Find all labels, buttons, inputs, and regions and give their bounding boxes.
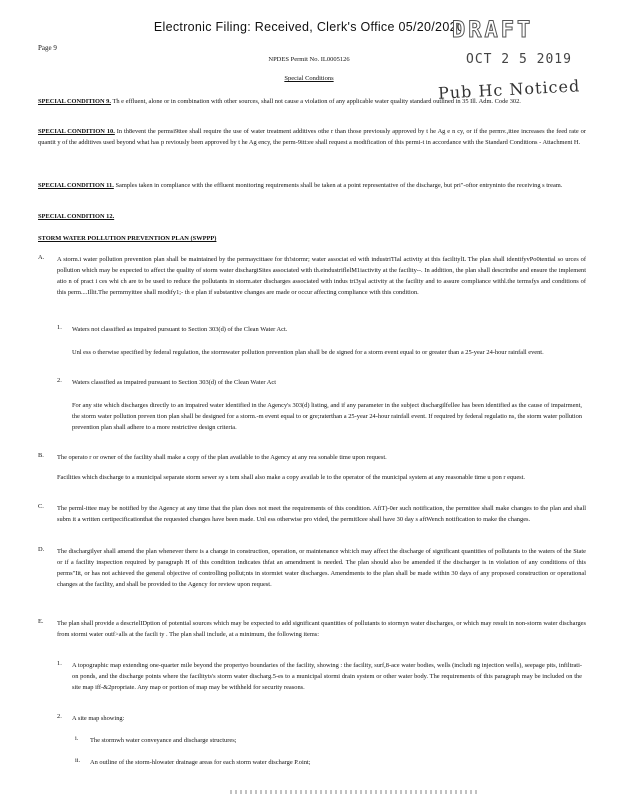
paragraph-e1: A topographic map extending one-quarter mile beyond the propertyo boundaries of the facility, showing : the facility, surf,8-ace water bodies, wells (includi ng injection wells), seepage pits, infiltrati-on ponds, and the discharge points where the facilityts's storm water discharg.5-es to a municipal stormi drain system or other water body. The requirements of this paragraph may be included on the site map iff-&2propriate. Any map or portion of map may be withheld for security reasons. [72, 662, 582, 691]
swppp-heading: STORM WATER POLLUTION PREVENTION PLAN (SWPPP) [38, 235, 217, 242]
paragraph-a: A storm.i water pollution prevention plan shall be maintained by the permaycittaee for th!stormr; water associat ed with industriTIal activity at this facilitylL The plan shall identifyvPo0tential so urces of pollution which may be expected to affect the quality of storm water dischargiSites associated with th.eindustriflelM1iactivity at the facility--. In addition, the plan shall descrinibe and ensure the implement atio n of pract i ces whi ch are to be used to reduce the pollutants in storm.ater discharges associated with indus tri3yal activity at the facility and to assure compliance withl.the termsfys and conditions of this perm....Illit.The permrnyittee shall modify1;- th e plan if substantive changes are made or occur affecting compliance with this condition. [57, 256, 586, 296]
item-marker: C. [38, 503, 44, 510]
item-marker: 1. [57, 324, 62, 331]
item-marker: A. [38, 254, 45, 261]
condition-label: SPECIAL CONDITION 11. [38, 182, 114, 189]
condition-text: Samples taken in compliance with the effluent monitoring requirements shall be taken at a point representative of the discharge, but pri"-oftor entryninto the receiving s tream. [115, 182, 563, 189]
draft-stamp: DRAFT [452, 18, 534, 43]
special-condition-11 [38, 180, 586, 191]
condition-text: In th8event the permsi9ttee shall require the use of water treatment additives othe r than those previously approved by t he Ag e n cy, or if the permv.,ittee increases the feed rate or quantit y of the additives used beyond what has p reviously been approved by t he Ag ency, the perm-9itt:ee shall request a modification of this permi-t in accordance with the Standard Conditions - Attachment H. [38, 128, 586, 146]
paragraph-e2-i: The stormwh water conveyance and discharge structures; [90, 737, 237, 744]
item-marker: ii. [75, 757, 81, 764]
paragraph-a1: Waters not classified as impaired pursuant to Section 303(d) of the Clean Water Act. [72, 326, 288, 333]
condition-label: SPECIAL CONDITION 12. [38, 213, 115, 220]
paragraph-b: The operato r or owner of the facility shall make a copy of the plan available to the Agency at any rea sonable time upon request. [57, 454, 387, 461]
item-marker: E. [38, 618, 44, 625]
item-marker: i. [75, 735, 79, 742]
special-condition-9 [38, 96, 586, 107]
paragraph-c: The perml-ittee may be notified by the Agency at any time that the plan does not meet the requirements of this condition. AfiT)-0er such notification, the permittee shall make changes to the plan and shall subm it a written certipecificationthat the requested changes have been made. Unl ess otherwise pro vided, the permitIcee shall have 30 day s aftWench notification to make the changes. [57, 505, 586, 523]
paragraph-a1-detail: Unl ess o therwise specified by federal regulation, the stormwater pollution prevention plan shall be de signed for a storm event equal to or greater than a 25-year 24-hour rainfall event. [72, 349, 544, 356]
paragraph-b-detail: Facilities which discharge to a municipal separate storm sewer sy s tem shall also make a copy availab le to the operator of the municipal system at any reasonable time u pon r equest. [57, 474, 526, 481]
special-condition-12 [38, 211, 586, 222]
section-heading: Special Conditions [284, 75, 334, 82]
swppp-title [38, 233, 586, 244]
condition-text: Th e effluent, alone or in combination with other sources, shall not cause a violation of any applicable water quality standard outlined in 35 Ill. Adm. Code 302. [112, 98, 521, 105]
item-marker: B. [38, 452, 44, 459]
special-condition-10 [38, 126, 586, 148]
date-stamp: OCT 2 5 2019 [466, 52, 572, 67]
public-notice-stamp: Pub Hc Noticed [437, 76, 581, 103]
efiling-header: Electronic Filing: Received, Clerk's Office 05/20/2020 [153, 20, 465, 34]
condition-label: SPECIAL CONDITION 9. [38, 98, 111, 105]
condition-label: SPECIAL CONDITION 10. [38, 128, 115, 135]
paragraph-a2-detail: For any site which discharges directly to an impaired water identified in the Agency's 303(d) listing, and if any parameter in the subject dischargilfellee has been identified as the cause of impairment, the storm water pollution preven tion plan shall be designed for a storm.-m event equal to or gre;raterthan a 25-year 24-hour rainfall event. If required by federal regulatio ns, the storm water pollution prevention plan shall adhere to a more restrictive design criteria. [72, 402, 582, 431]
item-marker: 1. [57, 660, 62, 667]
permit-number: NPDES Permit No. IL0005126 [268, 56, 350, 63]
page-number: Page 9 [38, 44, 57, 52]
item-marker: 2. [57, 377, 62, 384]
item-marker: D. [38, 546, 45, 553]
paragraph-a2: Waters classified as impaired pursuant to Section 303(d) of the Clean Water Act [72, 379, 277, 386]
item-marker: 2. [57, 713, 62, 720]
scan-artifact [230, 790, 480, 794]
paragraph-e2: A site map showing: [72, 715, 125, 722]
paragraph-e: The plan shall provide a descrielIDption of potential sources which may be expected to add significant quantities of pollutants to stormyn water discharges, or which may result in non-storm water discharges from stormi water outf>alls at the facili ty . The plan shall include, at a minimum, the following items: [57, 620, 586, 638]
paragraph-e2-ii: An outline of the storm-hlowater drainage areas for each storm water discharge P.oint; [90, 759, 311, 766]
paragraph-d: The dischargilyer shall amend the plan whenever there is a change in construction, operation, or maintenance whi:ich may affect the discharge of significant quantities of pollutants to the waters of the State or if a facility inspection required by paragraph H of this condition indicates thfat an amendment is needed. The plan should also be amended if the discharger is in violation of any conditions of this perms"Iit, or has not achieved the general objective of controlling pollut;nts in stormiet water discharges. Amendments to the plan shall be made within 30 days of any proposed construction or operational changes at the facility, and shall be provided to the Agency for review upon request. [57, 548, 586, 588]
